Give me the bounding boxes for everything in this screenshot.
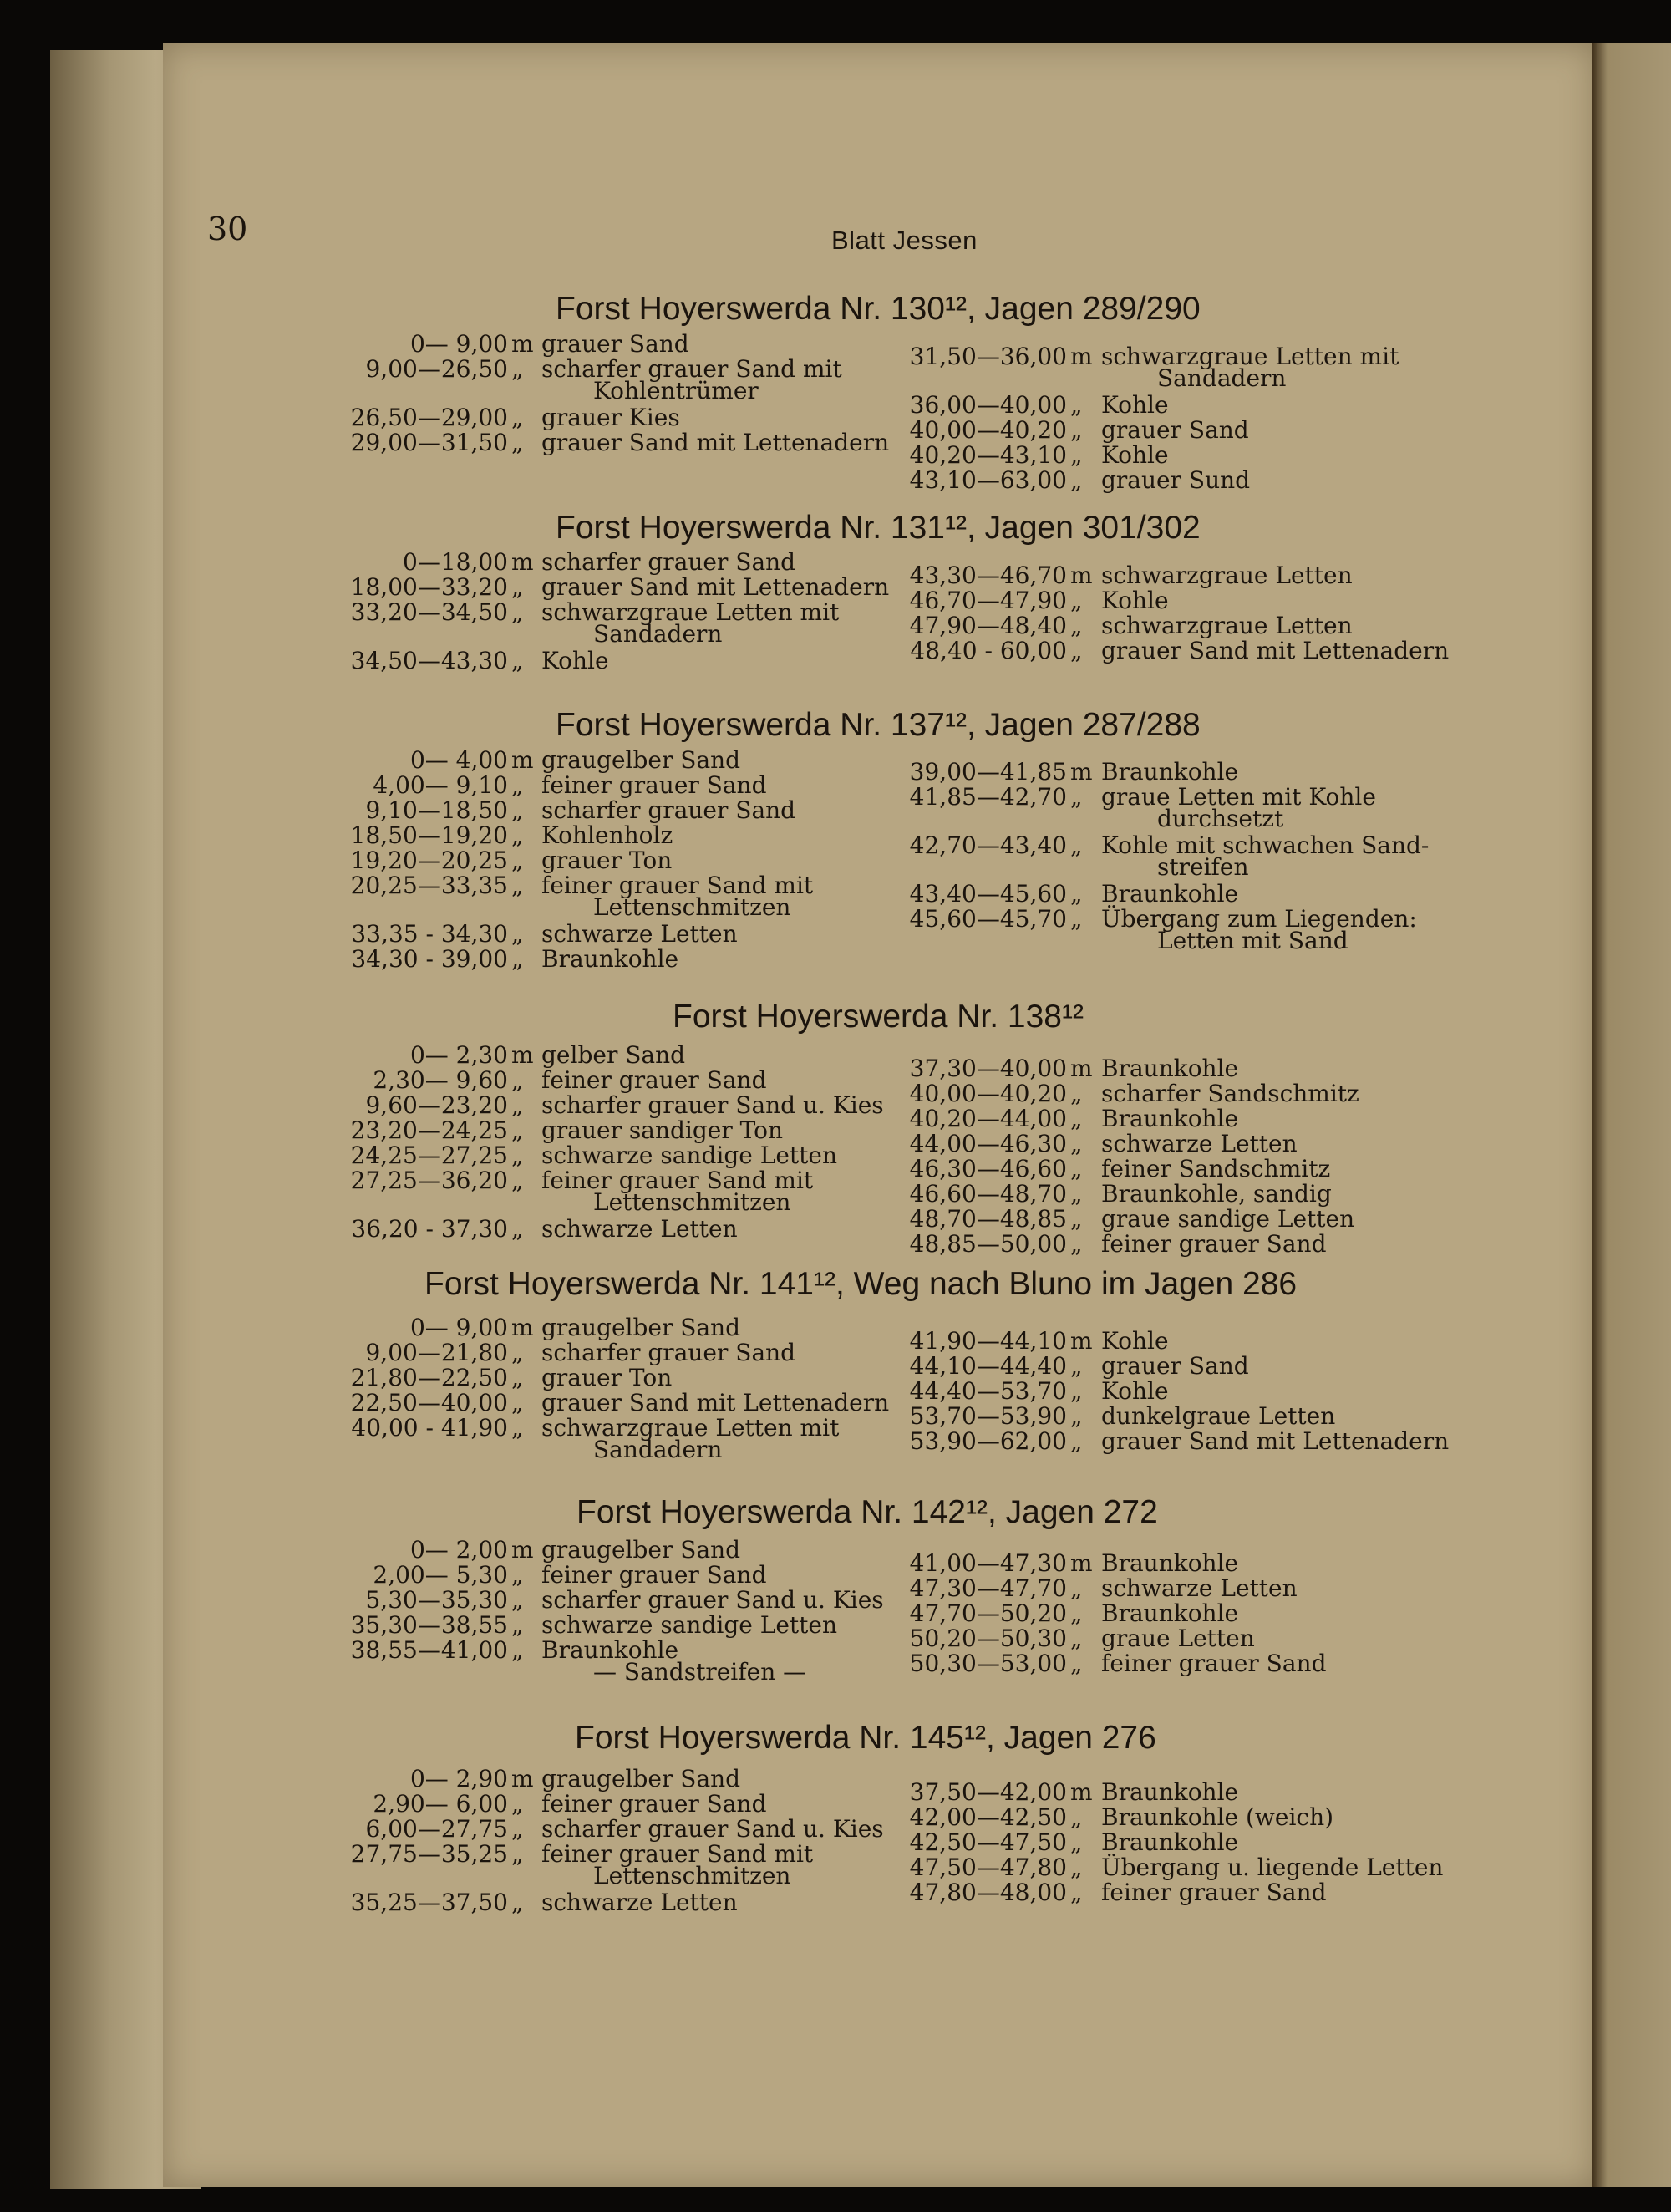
layer-unit: m [511,1536,534,1564]
borehole-title: Forst Hoyerswerda Nr. 130¹², Jagen 289/290 [556,291,1201,327]
layer-unit: „ [511,1611,524,1639]
layer-description: dunkelgraue Letten [1101,1402,1336,1430]
layer-unit: m [1070,1549,1093,1577]
layer-depth: 40,00 - 41,90 [351,1414,508,1442]
running-head: Blatt Jessen [831,226,978,255]
layer-unit: „ [511,1339,524,1366]
layer-description: graue Letten [1101,1625,1255,1652]
layer-depth: 42,00—42,50 [909,1803,1067,1831]
layer-depth: 53,90—62,00 [909,1427,1067,1455]
layer-description: Braunkohle (weich) [1101,1803,1334,1831]
layer-description: feiner grauer Sand [541,771,767,799]
layer-unit: „ [1070,1879,1083,1906]
layer-depth: 47,70—50,20 [909,1599,1067,1627]
layer-description: Braunkohle [1101,1778,1239,1806]
layer-description: schwarze Letten [541,920,738,948]
borehole-title: Forst Hoyerswerda Nr. 137¹², Jagen 287/288 [556,707,1201,743]
layer-depth: 34,50—43,30 [350,647,508,674]
layer-depth: 40,20—44,00 [909,1105,1067,1132]
layer-unit: „ [1070,1402,1083,1430]
layer-unit: „ [1070,1130,1083,1157]
layer-depth: 47,50—47,80 [909,1854,1067,1881]
page-number: 30 [207,211,248,247]
layer-unit: „ [511,404,524,431]
layer-unit: „ [511,945,524,973]
layer-description-continued: — Sandstreifen — [593,1658,807,1686]
layer-unit: m [1070,758,1093,786]
layer-description: Braunkohle [541,1636,679,1664]
layer-description: schwarze Letten [541,1215,738,1243]
layer-depth: 43,30—46,70 [909,562,1067,589]
layer-unit: „ [1070,1377,1083,1405]
layer-depth: 2,00— 5,30 [373,1561,508,1589]
layer-description-continued: Lettenschmitzen [593,893,791,921]
layer-unit: m [1070,1327,1093,1355]
layer-description: schwarzgraue Letten mit [541,1414,840,1442]
layer-description: graugelber Sand [541,746,741,774]
layer-unit: „ [1070,1599,1083,1627]
layer-unit: „ [511,1215,524,1243]
layer-description: Braunkohle [541,945,679,973]
layer-depth: 40,00—40,20 [909,1080,1067,1107]
layer-depth: 0— 2,30 [409,1041,508,1069]
layer-description: Kohle [1101,441,1169,469]
layer-unit: „ [511,847,524,874]
layer-description: grauer Sand mit Lettenadern [541,429,890,456]
layer-description: grauer Sand [541,330,689,358]
layer-description-continued: streifen [1157,853,1249,881]
layer-unit: m [511,1314,534,1341]
borehole-title: Forst Hoyerswerda Nr. 142¹², Jagen 272 [576,1494,1158,1530]
borehole-title: Forst Hoyerswerda Nr. 145¹², Jagen 276 [575,1720,1156,1756]
layer-description: graugelber Sand [541,1314,741,1341]
layer-description: grauer Sand mit Lettenadern [1101,637,1450,664]
layer-depth: 0— 9,00 [409,1314,508,1341]
layer-unit: m [1070,1055,1093,1082]
layer-unit: „ [511,1586,524,1614]
layer-unit: „ [1070,1427,1083,1455]
layer-description: Übergang zum Liegenden: [1101,905,1417,933]
layer-description: feiner grauer Sand [541,1066,767,1094]
layer-description: schwarzgraue Letten [1101,612,1353,639]
layer-description: Kohle [1101,1377,1169,1405]
layer-depth: 48,40 - 60,00 [910,637,1067,664]
layer-depth: 47,90—48,40 [909,612,1067,639]
layer-description: scharfer Sandschmitz [1101,1080,1359,1107]
layer-description: Braunkohle [1101,1549,1239,1577]
layer-description: grauer Ton [541,1364,673,1391]
layer-depth: 41,90—44,10 [909,1327,1067,1355]
layer-depth: 46,70—47,90 [909,587,1067,614]
layer-description: schwarze Letten [1101,1130,1298,1157]
layer-unit: m [511,1765,534,1792]
layer-unit: „ [1070,1155,1083,1182]
layer-description: Braunkohle [1101,1828,1239,1856]
borehole-title: Forst Hoyerswerda Nr. 131¹², Jagen 301/302 [556,510,1201,546]
layer-depth: 39,00—41,85 [909,758,1067,786]
layer-depth: 46,30—46,60 [909,1155,1067,1182]
layer-description-continued: Lettenschmitzen [593,1188,791,1216]
layer-description-continued: Letten mit Sand [1157,927,1348,954]
layer-description-continued: Sandadern [593,620,723,648]
layer-unit: „ [511,598,524,626]
layer-depth: 35,25—37,50 [350,1889,508,1916]
layer-description: feiner grauer Sand [541,1561,767,1589]
layer-depth: 48,70—48,85 [909,1205,1067,1233]
layer-description: Braunkohle [1101,1055,1239,1082]
layer-unit: „ [511,573,524,601]
layer-unit: „ [1070,1854,1083,1881]
layer-unit: „ [1070,1828,1083,1856]
layer-description: Braunkohle, sandig [1101,1180,1332,1208]
layer-unit: „ [511,1364,524,1391]
layer-unit: „ [511,1142,524,1169]
layer-description: schwarzgraue Letten [1101,562,1353,589]
layer-depth: 23,20—24,25 [350,1116,508,1144]
layer-description: grauer Sand mit Lettenadern [541,573,890,601]
layer-depth: 5,30—35,30 [365,1586,508,1614]
layer-unit: „ [1070,1180,1083,1208]
layer-description: grauer sandiger Ton [541,1116,784,1144]
layer-depth: 18,50—19,20 [350,821,508,849]
layer-depth: 19,20—20,25 [350,847,508,874]
layer-unit: „ [1070,1080,1083,1107]
layer-depth: 9,00—26,50 [365,355,508,383]
layer-unit: „ [1070,416,1083,444]
layer-description: scharfer grauer Sand [541,796,796,824]
layer-depth: 42,70—43,40 [909,831,1067,859]
layer-description: scharfer grauer Sand u. Kies [541,1091,884,1119]
layer-description: scharfer grauer Sand u. Kies [541,1586,884,1614]
layer-depth: 34,30 - 39,00 [351,945,508,973]
layer-unit: m [511,746,534,774]
layer-depth: 9,60—23,20 [365,1091,508,1119]
layer-unit: m [1070,562,1093,589]
layer-description: grauer Kies [541,404,680,431]
layer-description: Kohle [1101,587,1169,614]
layer-description: schwarze Letten [541,1889,738,1916]
layer-depth: 0— 4,00 [409,746,508,774]
layer-unit: „ [1070,441,1083,469]
layer-depth: 44,40—53,70 [909,1377,1067,1405]
layer-description-continued: Kohlentrümer [593,377,759,404]
layer-description: grauer Sand mit Lettenadern [1101,1427,1450,1455]
layer-description: grauer Sand [1101,416,1249,444]
layer-depth: 18,00—33,20 [350,573,508,601]
layer-depth: 37,30—40,00 [909,1055,1067,1082]
layer-depth: 36,00—40,00 [909,391,1067,419]
layer-description: gelber Sand [541,1041,686,1069]
layer-unit: „ [1070,1574,1083,1602]
layer-description-continued: Sandadern [1157,364,1287,392]
layer-unit: „ [1070,1105,1083,1132]
layer-depth: 44,10—44,40 [909,1352,1067,1380]
layer-unit: „ [1070,612,1083,639]
borehole-title: Forst Hoyerswerda Nr. 138¹² [673,999,1084,1035]
layer-description: feiner grauer Sand mit [541,872,814,899]
layer-unit: „ [511,1636,524,1664]
layer-unit: „ [1070,1625,1083,1652]
layer-unit: „ [511,1066,524,1094]
layer-unit: „ [511,796,524,824]
layer-unit: „ [1070,587,1083,614]
layer-unit: „ [1070,783,1083,811]
layer-unit: „ [1070,1650,1083,1677]
layer-unit: „ [1070,1230,1083,1258]
layer-depth: 46,60—48,70 [909,1180,1067,1208]
layer-depth: 0—18,00 [403,548,508,576]
layer-description: Braunkohle [1101,880,1239,908]
layer-description: grauer Sund [1101,466,1251,494]
layer-unit: „ [511,920,524,948]
layer-depth: 40,00—40,20 [909,416,1067,444]
layer-description: schwarze sandige Letten [541,1611,837,1639]
layer-depth: 50,30—53,00 [909,1650,1067,1677]
layer-description: Braunkohle [1101,1599,1239,1627]
layer-depth: 9,00—21,80 [365,1339,508,1366]
layer-unit: „ [1070,1352,1083,1380]
layer-unit: m [511,1041,534,1069]
layer-description: scharfer grauer Sand u. Kies [541,1815,884,1843]
layer-depth: 50,20—50,30 [909,1625,1067,1652]
layer-unit: „ [1070,637,1083,664]
layer-description: grauer Sand [1101,1352,1249,1380]
layer-description: Braunkohle [1101,758,1239,786]
layer-description: grauer Ton [541,847,673,874]
layer-depth: 44,00—46,30 [909,1130,1067,1157]
layer-description: feiner Sandschmitz [1101,1155,1331,1182]
layer-unit: „ [511,1889,524,1916]
layer-description: scharfer grauer Sand mit [541,355,842,383]
layer-unit: „ [511,429,524,456]
layer-description: Kohle [541,647,609,674]
layer-depth: 53,70—53,90 [909,1402,1067,1430]
layer-depth: 21,80—22,50 [350,1364,508,1391]
layer-depth: 2,90— 6,00 [373,1790,508,1818]
layer-description: feiner grauer Sand [1101,1230,1327,1258]
layer-depth: 41,00—47,30 [909,1549,1067,1577]
layer-depth: 0— 9,00 [409,330,508,358]
layer-depth: 0— 2,90 [409,1765,508,1792]
layer-unit: m [1070,343,1093,370]
layer-depth: 27,75—35,25 [350,1840,508,1868]
layer-depth: 4,00— 9,10 [373,771,508,799]
layer-depth: 33,35 - 34,30 [351,920,508,948]
layer-unit: „ [511,1389,524,1416]
layer-unit: „ [1070,880,1083,908]
layer-unit: „ [1070,905,1083,933]
layer-depth: 2,30— 9,60 [373,1066,508,1094]
layer-depth: 42,50—47,50 [909,1828,1067,1856]
layer-depth: 26,50—29,00 [350,404,508,431]
layer-unit: „ [511,872,524,899]
layer-description: feiner grauer Sand [1101,1650,1327,1677]
layer-depth: 47,30—47,70 [909,1574,1067,1602]
layer-depth: 20,25—33,35 [350,872,508,899]
layer-unit: „ [511,1561,524,1589]
layer-description: scharfer grauer Sand [541,1339,796,1366]
layer-description: feiner grauer Sand mit [541,1167,814,1194]
layer-unit: „ [1070,831,1083,859]
layer-description: graue sandige Letten [1101,1205,1355,1233]
layer-depth: 31,50—36,00 [909,343,1067,370]
layer-depth: 29,00—31,50 [350,429,508,456]
facing-page-edge [1592,43,1671,2187]
layer-unit: „ [1070,466,1083,494]
layer-depth: 6,00—27,75 [365,1815,508,1843]
layer-unit: „ [511,1414,524,1442]
layer-unit: „ [511,1116,524,1144]
layer-depth: 36,20 - 37,30 [351,1215,508,1243]
layer-depth: 43,40—45,60 [909,880,1067,908]
layer-depth: 22,50—40,00 [350,1389,508,1416]
layer-description: Kohle [1101,391,1169,419]
borehole-title: Forst Hoyerswerda Nr. 141¹², Weg nach Bluno im Jagen 286 [424,1266,1298,1302]
layer-depth: 33,20—34,50 [350,598,508,626]
layer-unit: m [1070,1778,1093,1806]
layer-unit: „ [511,1840,524,1868]
layer-description: Braunkohle [1101,1105,1239,1132]
layer-description: Kohle [1101,1327,1169,1355]
layer-depth: 45,60—45,70 [909,905,1067,933]
layer-depth: 48,85—50,00 [909,1230,1067,1258]
layer-description: grauer Sand mit Lettenadern [541,1389,890,1416]
layer-depth: 37,50—42,00 [909,1778,1067,1806]
layer-description: feiner grauer Sand [1101,1879,1327,1906]
layer-depth: 47,80—48,00 [909,1879,1067,1906]
layer-unit: „ [511,1091,524,1119]
layer-description: graugelber Sand [541,1765,741,1792]
layer-unit: „ [511,355,524,383]
layer-description: schwarzgraue Letten mit [541,598,840,626]
layer-description: schwarze Letten [1101,1574,1298,1602]
layer-depth: 24,25—27,25 [350,1142,508,1169]
layer-unit: „ [511,821,524,849]
layer-description: graue Letten mit Kohle [1101,783,1376,811]
layer-depth: 0— 2,00 [409,1536,508,1564]
layer-description: graugelber Sand [541,1536,741,1564]
layer-depth: 43,10—63,00 [909,466,1067,494]
layer-unit: „ [511,771,524,799]
layer-description: schwarzgraue Letten mit [1101,343,1399,370]
layer-description: schwarze sandige Letten [541,1142,837,1169]
layer-description-continued: Sandadern [593,1436,723,1463]
layer-description: scharfer grauer Sand [541,548,796,576]
layer-unit: „ [511,1815,524,1843]
layer-unit: „ [511,1167,524,1194]
layer-description: Übergang u. liegende Letten [1101,1854,1444,1881]
layer-depth: 9,10—18,50 [365,796,508,824]
layer-unit: „ [511,647,524,674]
layer-depth: 41,85—42,70 [909,783,1067,811]
layer-unit: „ [1070,391,1083,419]
layer-depth: 38,55—41,00 [350,1636,508,1664]
layer-depth: 40,20—43,10 [909,441,1067,469]
layer-description-continued: durchsetzt [1157,805,1284,832]
layer-unit: „ [511,1790,524,1818]
layer-depth: 27,25—36,20 [350,1167,508,1194]
layer-description-continued: Lettenschmitzen [593,1862,791,1889]
layer-description: Kohle mit schwachen Sand- [1101,831,1430,859]
layer-depth: 35,30—38,55 [350,1611,508,1639]
layer-unit: m [511,330,534,358]
layer-unit: „ [1070,1205,1083,1233]
layer-description: feiner grauer Sand mit [541,1840,814,1868]
layer-description: feiner grauer Sand [541,1790,767,1818]
layer-description: Kohlenholz [541,821,673,849]
layer-unit: „ [1070,1803,1083,1831]
layer-unit: m [511,548,534,576]
